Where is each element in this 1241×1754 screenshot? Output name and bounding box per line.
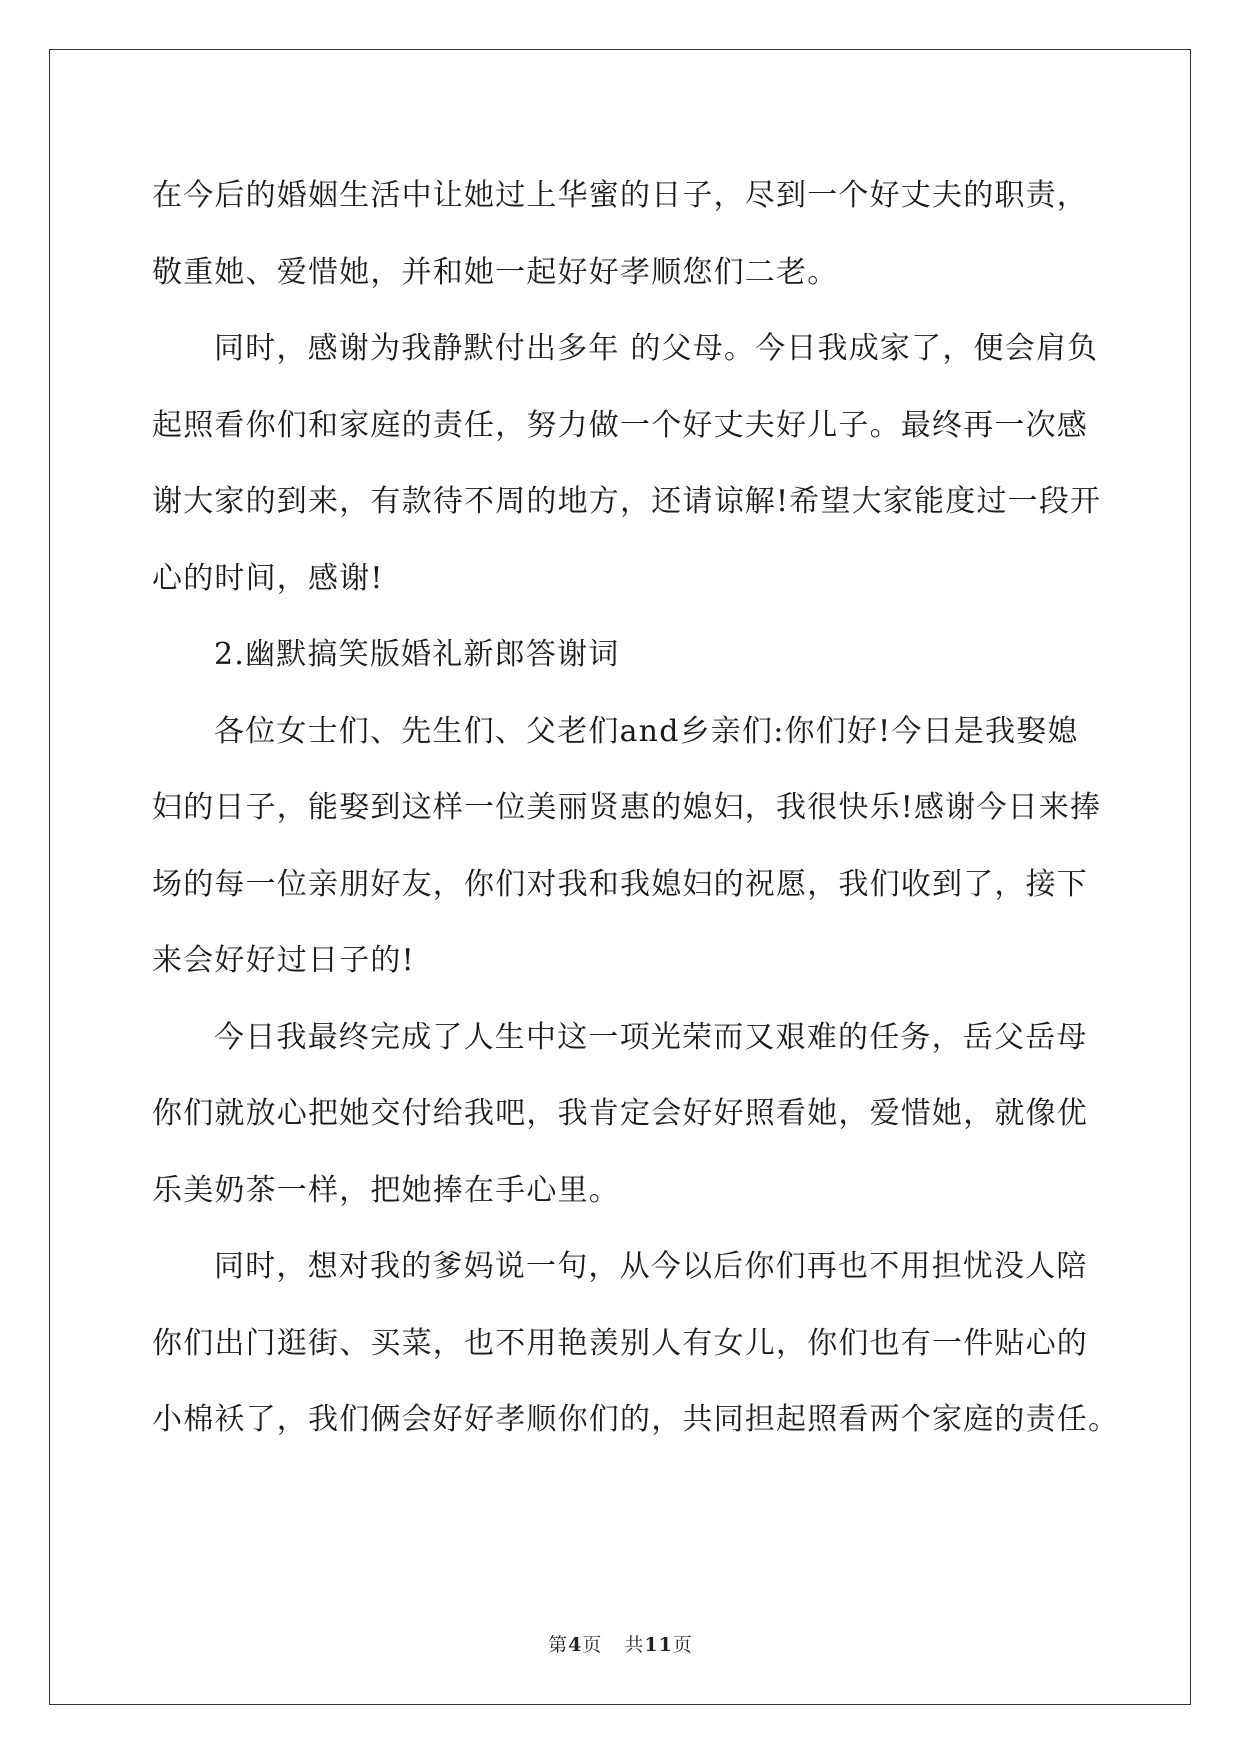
text-line: 在今后的婚姻生活中让她过上华蜜的日子，尽到一个好丈夫的职责， <box>152 178 1088 213</box>
paragraph-start: 同时，感谢为我静默付出多年 的父母。今日我成家了，便会肩负 <box>214 331 1099 366</box>
text-line: 你们就放心把她交付给我吧，我肯定会好好照看她，爱惜她，就像优 <box>152 1096 1088 1131</box>
text-line: 起照看你们和家庭的责任，努力做一个好丈夫好儿子。最终再一次感 <box>152 407 1088 443</box>
page-number: 4 <box>568 1634 583 1656</box>
text-line: 你们出门逛街、买菜，也不用艳羡别人有女儿，你们也有一件贴心的 <box>152 1325 1088 1361</box>
text-line: 敬重她、爱惜她，并和她一起好好孝顺您们二老。 <box>152 254 839 290</box>
page-prefix: 第 <box>548 1634 569 1656</box>
paragraph-start: 同时，想对我的爹妈说一句，从今以后你们再也不用担忧没人陪 <box>214 1249 1088 1284</box>
page-suffix: 页 <box>582 1634 603 1656</box>
text-line: 心的时间，感谢! <box>152 560 384 596</box>
paragraph-start: 各位女士们、先生们、父老们and乡亲们:你们好!今日是我娶媳 <box>214 713 1079 749</box>
total-pages: 11 <box>644 1634 673 1656</box>
page-footer <box>0 1630 1241 1657</box>
document-body <box>152 158 1120 1459</box>
text-line: 乐美奶茶一样，把她捧在手心里。 <box>152 1172 620 1208</box>
section-heading: 2.幽默搞笑版婚礼新郎答谢词 <box>214 637 620 672</box>
text-line: 妇的日子，能娶到这样一位美丽贤惠的媳妇，我很快乐!感谢今日来捧 <box>152 790 1102 825</box>
paragraph-start: 今日我最终完成了人生中这一项光荣而又艰难的任务，岳父岳母 <box>214 1019 1088 1055</box>
text-line: 谢大家的到来，有款待不周的地方，还请谅解!希望大家能度过一段开 <box>152 484 1102 519</box>
text-line: 小棉袄了，我们俩会好好孝顺你们的，共同担起照看两个家庭的责任。 <box>152 1402 1120 1437</box>
total-prefix: 共 <box>624 1634 645 1656</box>
text-line: 场的每一位亲朋好友，你们对我和我媳妇的祝愿，我们收到了，接下 <box>152 866 1088 902</box>
total-suffix: 页 <box>672 1634 693 1656</box>
text-line: 来会好好过日子的! <box>152 943 415 978</box>
